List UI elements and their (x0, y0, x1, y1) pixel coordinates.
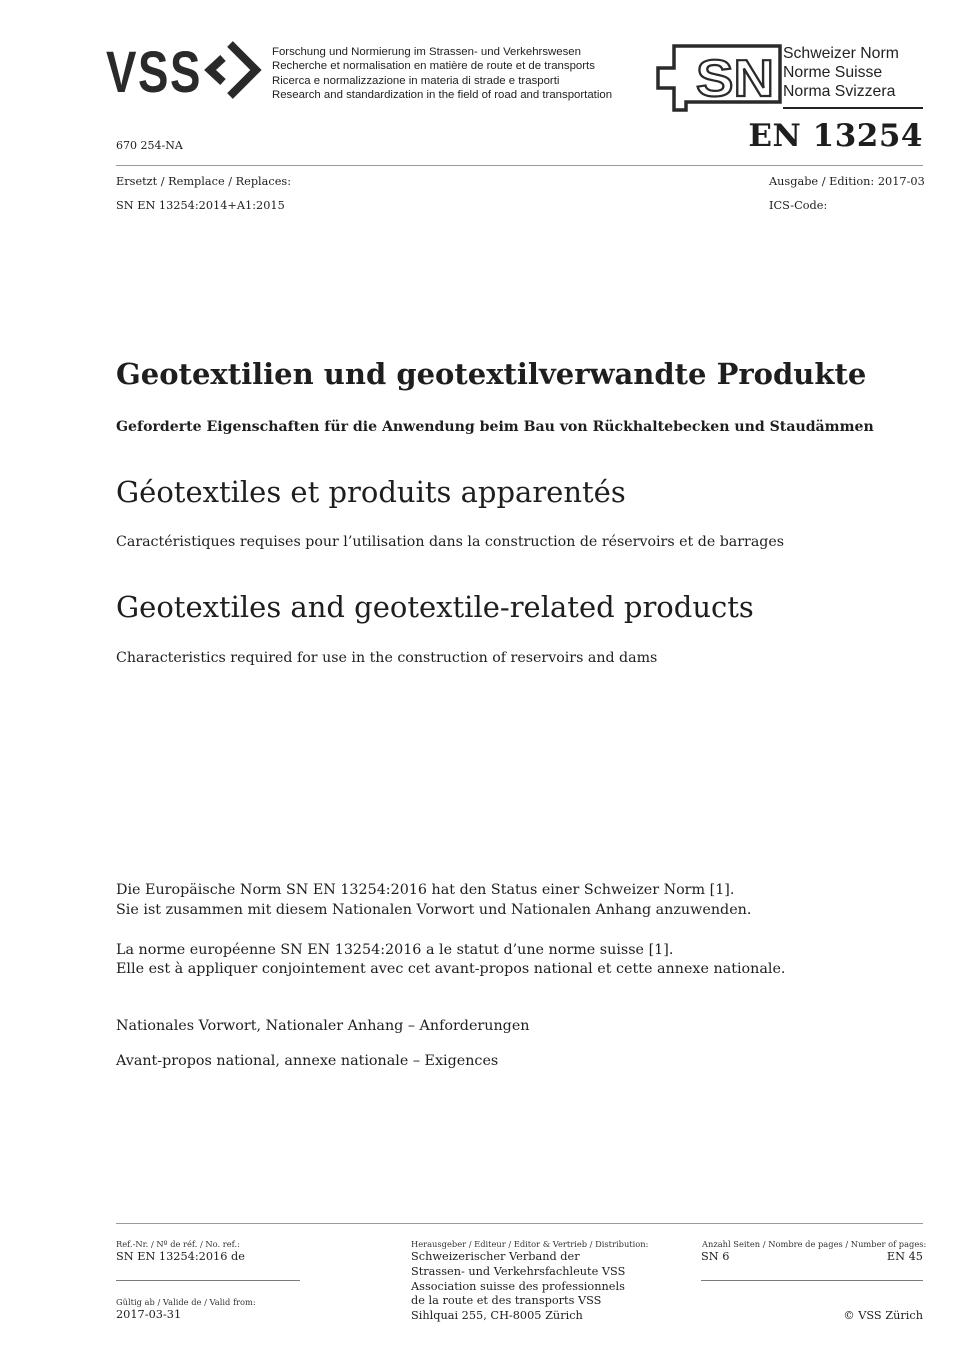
subtitle-german: Geforderte Eigenschaften für die Anwendung beim Bau von Rückhaltebecken und Staudämmen (116, 419, 874, 435)
edition-date: Ausgabe / Edition: 2017-03 (769, 175, 925, 188)
publisher-line: Association suisse des professionnels (411, 1279, 625, 1293)
national-foreword-fr: Avant-propos national, annexe nationale – Exigences (116, 1053, 499, 1069)
footer-right-divider (701, 1280, 923, 1281)
replaces-label: Ersetzt / Remplace / Replaces: (116, 175, 292, 188)
header-divider (116, 165, 923, 166)
footer-left-divider (116, 1280, 300, 1281)
subtitle-french: Caractéristiques requises pour l’utilisation dans la construction de réservoirs et de barrages (116, 534, 785, 550)
vss-tagline-de: Forschung und Normierung im Strassen- und Verkehrswesen (272, 46, 581, 58)
publisher-line: Strassen- und Verkehrsfachleute VSS (411, 1264, 626, 1278)
national-foreword-de: Nationales Vorwort, Nationaler Anhang – Anforderungen (116, 1018, 530, 1034)
publisher-line: de la route et des transports VSS (411, 1294, 602, 1308)
vss-tagline-fr: Recherche et normalisation en matière de route et de transports (272, 60, 595, 73)
sn-logo (656, 44, 782, 112)
status-statement-de-line2: Sie ist zusammen mit diesem Nationalen Vorwort und Nationalen Anhang anzuwenden. (116, 902, 752, 918)
sn-names (783, 44, 899, 101)
publisher-line: Schweizerischer Verband der (411, 1250, 580, 1263)
title-german: Geotextilien und geotextilverwandte Produkte (116, 357, 867, 391)
publisher-label: Herausgeber / Editeur / Editor & Vertrieb / Distribution: (411, 1239, 649, 1249)
sn-name-it: Norma Svizzera (783, 83, 896, 100)
status-statement-fr-line2: Elle est à appliquer conjointement avec cet avant-propos national et cette annexe nationale. (116, 961, 786, 977)
valid-from-value: 2017-03-31 (116, 1308, 182, 1321)
copyright-notice: © VSS Zürich (843, 1309, 923, 1322)
sn-logo-text: SN (696, 50, 774, 108)
publisher-address (411, 1250, 625, 1324)
replaces-value: SN EN 13254:2014+A1:2015 (116, 199, 285, 212)
sn-name-fr: Norme Suisse (783, 64, 883, 81)
status-statement-de-line1: Die Europäische Norm SN EN 13254:2016 hat den Status einer Schweizer Norm [1]. (116, 882, 735, 898)
page-count-sn: SN 6 (701, 1250, 730, 1263)
status-statement-fr-line1: La norme européenne SN EN 13254:2016 a le statut d’une norme suisse [1]. (116, 942, 674, 958)
sn-name-de: Schweizer Norm (783, 45, 899, 62)
title-english: Geotextiles and geotextile-related products (116, 590, 754, 624)
sn-underline (783, 107, 923, 109)
ics-code: ICS-Code: (769, 199, 828, 212)
vss-tagline-it: Ricerca e normalizzazione in materia di strade e trasporti (272, 74, 560, 87)
reference-label: Ref.-Nr. / Nº de réf. / No. ref.: (116, 1239, 240, 1249)
vss-tagline-en: Research and standardization in the field of road and transportation (272, 88, 613, 101)
standard-number: EN 13254 (748, 118, 923, 154)
reference-value: SN EN 13254:2016 de (116, 1250, 245, 1263)
vss-logo-text: VSS (106, 40, 202, 100)
publisher-line: Sihlquai 255, CH-8005 Zürich (411, 1309, 583, 1323)
subtitle-english: Characteristics required for use in the construction of reservoirs and dams (116, 650, 658, 666)
page-count-label: Anzahl Seiten / Nombre de pages / Number of pages: (702, 1239, 927, 1249)
page-count-en: EN 45 (886, 1250, 923, 1263)
vss-logo (106, 40, 264, 100)
document-number: 670 254-NA (116, 139, 183, 152)
vss-tagline (272, 45, 612, 102)
title-french: Géotextiles et produits apparentés (116, 475, 626, 509)
footer-divider (116, 1223, 923, 1224)
valid-from-label: Gültig ab / Valide de / Valid from: (116, 1297, 256, 1307)
